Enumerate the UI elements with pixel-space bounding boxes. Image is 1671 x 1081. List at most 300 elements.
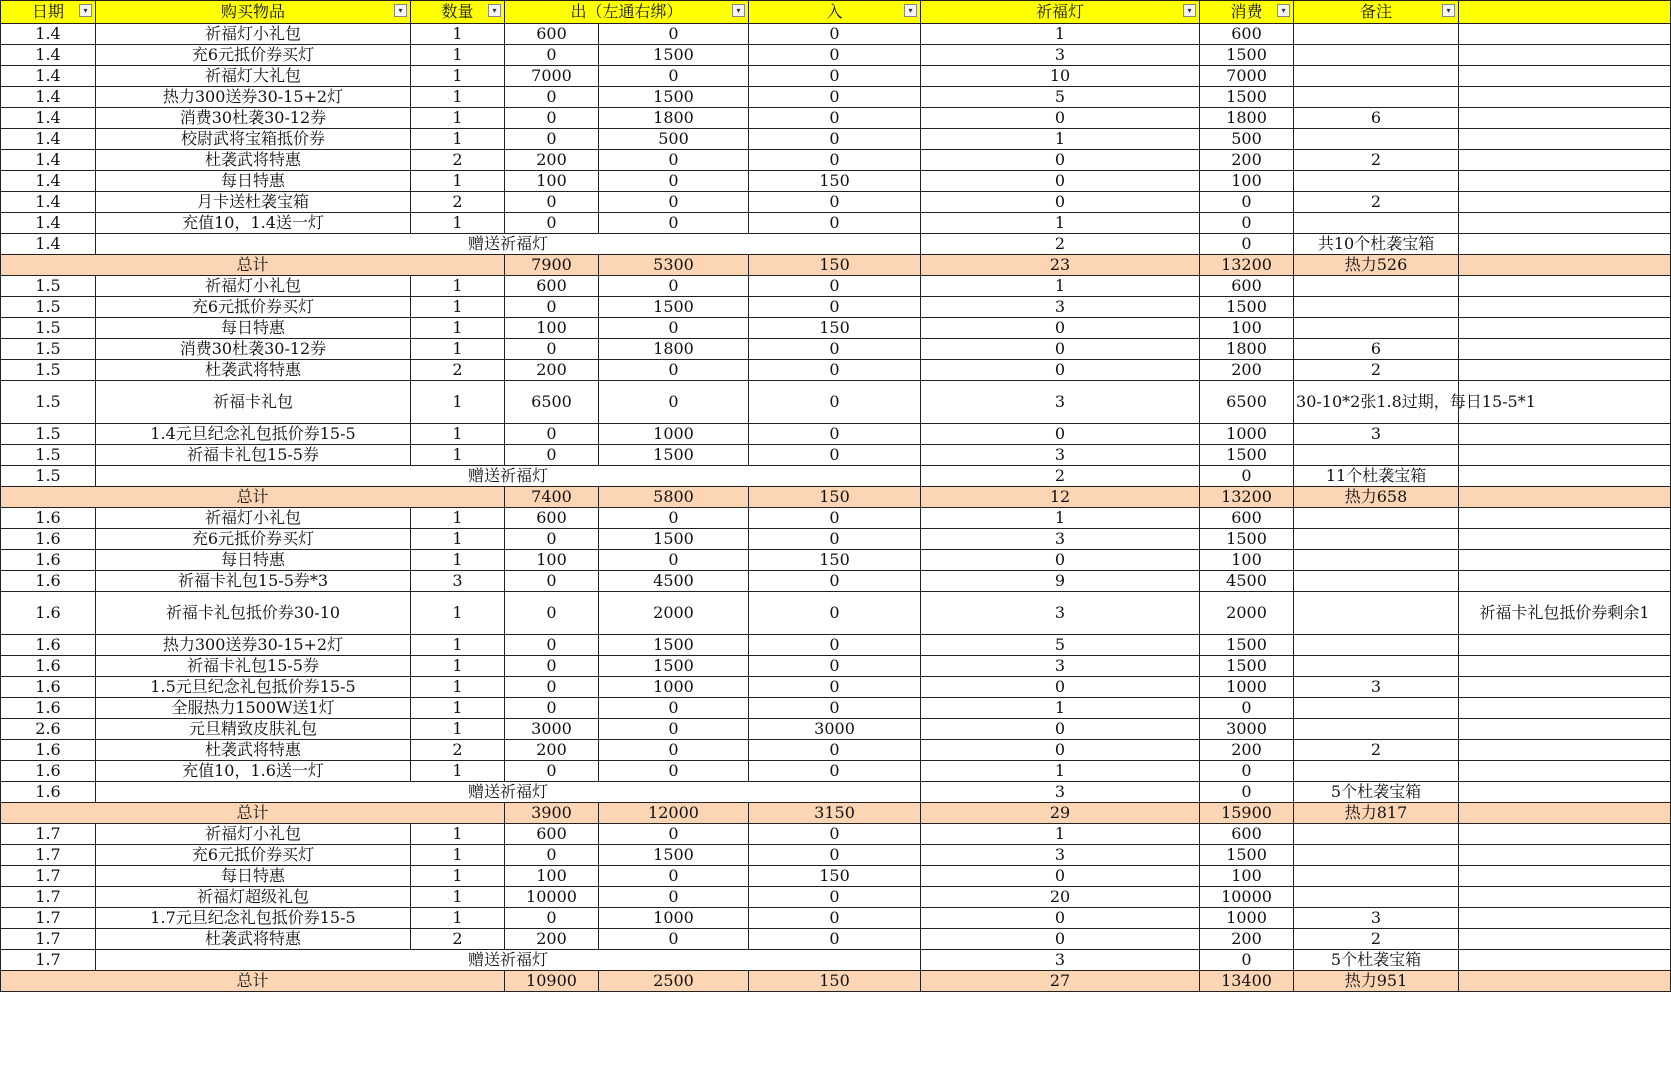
out-unbound-cell[interactable]: 0 (505, 129, 599, 150)
qty-cell[interactable]: 1 (411, 698, 505, 719)
item-cell[interactable]: 1.5元旦纪念礼包抵价券15-5 (96, 677, 411, 698)
item-cell[interactable]: 每日特惠 (96, 318, 411, 339)
cost-cell[interactable]: 500 (1200, 129, 1294, 150)
date-cell[interactable]: 1.5 (1, 318, 96, 339)
extra-cell[interactable] (1459, 150, 1671, 171)
out-bound-cell[interactable]: 1500 (599, 87, 749, 108)
item-cell[interactable]: 每日特惠 (96, 550, 411, 571)
qty-cell[interactable]: 1 (411, 845, 505, 866)
lamps-cell[interactable]: 1 (921, 129, 1200, 150)
note-cell[interactable] (1294, 719, 1459, 740)
cost-cell[interactable]: 13200 (1200, 255, 1294, 276)
item-cell[interactable]: 充6元抵价券买灯 (96, 297, 411, 318)
in-cell[interactable]: 150 (749, 171, 921, 192)
date-cell[interactable]: 1.6 (1, 740, 96, 761)
lamps-cell[interactable]: 1 (921, 698, 1200, 719)
lamps-cell[interactable]: 0 (921, 171, 1200, 192)
extra-cell[interactable] (1459, 656, 1671, 677)
filter-dropdown-icon[interactable]: ▾ (1442, 4, 1455, 17)
qty-cell[interactable]: 1 (411, 276, 505, 297)
out-unbound-cell[interactable]: 0 (505, 592, 599, 635)
cost-cell[interactable]: 1500 (1200, 845, 1294, 866)
out-unbound-cell[interactable]: 100 (505, 171, 599, 192)
date-cell[interactable]: 1.5 (1, 466, 96, 487)
lamps-cell[interactable]: 0 (921, 677, 1200, 698)
lamps-cell[interactable]: 1 (921, 276, 1200, 297)
extra-cell[interactable] (1459, 887, 1671, 908)
out-bound-cell[interactable]: 0 (599, 761, 749, 782)
lamps-cell[interactable]: 3 (921, 529, 1200, 550)
cost-cell[interactable]: 600 (1200, 508, 1294, 529)
cost-cell[interactable]: 0 (1200, 192, 1294, 213)
qty-cell[interactable]: 1 (411, 508, 505, 529)
in-cell[interactable]: 0 (749, 635, 921, 656)
out-unbound-cell[interactable]: 600 (505, 24, 599, 45)
note-cell[interactable] (1294, 318, 1459, 339)
qty-cell[interactable]: 1 (411, 761, 505, 782)
date-cell[interactable]: 1.7 (1, 866, 96, 887)
out-bound-cell[interactable]: 1000 (599, 677, 749, 698)
lamps-cell[interactable]: 20 (921, 887, 1200, 908)
out-bound-cell[interactable]: 0 (599, 66, 749, 87)
out-bound-cell[interactable]: 1500 (599, 445, 749, 466)
cost-cell[interactable]: 1500 (1200, 635, 1294, 656)
cost-cell[interactable]: 13400 (1200, 971, 1294, 992)
extra-cell[interactable] (1459, 761, 1671, 782)
qty-cell[interactable]: 1 (411, 592, 505, 635)
cost-cell[interactable]: 15900 (1200, 803, 1294, 824)
out-unbound-cell[interactable]: 0 (505, 339, 599, 360)
in-cell[interactable]: 0 (749, 508, 921, 529)
date-cell[interactable]: 1.6 (1, 592, 96, 635)
qty-cell[interactable]: 1 (411, 529, 505, 550)
item-cell[interactable]: 祈福灯大礼包 (96, 66, 411, 87)
out-unbound-cell[interactable]: 0 (505, 424, 599, 445)
note-cell[interactable] (1294, 66, 1459, 87)
extra-cell[interactable] (1459, 424, 1671, 445)
item-cell[interactable]: 祈福灯小礼包 (96, 24, 411, 45)
cost-cell[interactable]: 100 (1200, 318, 1294, 339)
item-cell[interactable]: 祈福灯超级礼包 (96, 887, 411, 908)
out-unbound-cell[interactable]: 0 (505, 529, 599, 550)
extra-cell[interactable] (1459, 550, 1671, 571)
cost-cell[interactable]: 600 (1200, 24, 1294, 45)
date-cell[interactable]: 1.5 (1, 297, 96, 318)
out-bound-cell[interactable]: 2500 (599, 971, 749, 992)
lamps-cell[interactable]: 0 (921, 360, 1200, 381)
lamps-cell[interactable]: 3 (921, 782, 1200, 803)
note-cell[interactable] (1294, 508, 1459, 529)
note-cell[interactable] (1294, 656, 1459, 677)
qty-cell[interactable]: 1 (411, 719, 505, 740)
date-cell[interactable]: 1.4 (1, 213, 96, 234)
cost-cell[interactable]: 2000 (1200, 592, 1294, 635)
item-cell[interactable]: 充值10，1.4送一灯 (96, 213, 411, 234)
extra-cell[interactable] (1459, 950, 1671, 971)
extra-cell[interactable] (1459, 129, 1671, 150)
note-cell[interactable] (1294, 276, 1459, 297)
date-cell[interactable]: 1.4 (1, 108, 96, 129)
note-cell[interactable]: 热力951 (1294, 971, 1459, 992)
date-cell[interactable]: 1.6 (1, 571, 96, 592)
gift-label-cell[interactable]: 赠送祈福灯 (96, 234, 921, 255)
lamps-cell[interactable]: 3 (921, 297, 1200, 318)
in-cell[interactable]: 0 (749, 740, 921, 761)
extra-cell[interactable] (1459, 108, 1671, 129)
qty-cell[interactable]: 1 (411, 424, 505, 445)
qty-cell[interactable]: 1 (411, 445, 505, 466)
extra-cell[interactable] (1459, 87, 1671, 108)
extra-cell[interactable] (1459, 45, 1671, 66)
cost-cell[interactable]: 1800 (1200, 108, 1294, 129)
extra-cell[interactable] (1459, 824, 1671, 845)
qty-cell[interactable]: 1 (411, 656, 505, 677)
qty-cell[interactable]: 1 (411, 45, 505, 66)
note-cell[interactable] (1294, 845, 1459, 866)
in-cell[interactable]: 150 (749, 550, 921, 571)
out-bound-cell[interactable]: 0 (599, 929, 749, 950)
extra-cell[interactable] (1459, 318, 1671, 339)
note-cell[interactable] (1294, 824, 1459, 845)
filter-dropdown-icon[interactable]: ▾ (79, 4, 92, 17)
out-bound-cell[interactable]: 0 (599, 213, 749, 234)
in-cell[interactable]: 150 (749, 971, 921, 992)
qty-cell[interactable]: 3 (411, 571, 505, 592)
out-bound-cell[interactable]: 5300 (599, 255, 749, 276)
qty-cell[interactable]: 1 (411, 677, 505, 698)
lamps-cell[interactable]: 5 (921, 635, 1200, 656)
qty-cell[interactable]: 1 (411, 318, 505, 339)
lamps-cell[interactable]: 2 (921, 466, 1200, 487)
in-cell[interactable]: 0 (749, 824, 921, 845)
out-bound-cell[interactable]: 1800 (599, 108, 749, 129)
in-cell[interactable]: 150 (749, 255, 921, 276)
item-cell[interactable]: 每日特惠 (96, 866, 411, 887)
extra-cell[interactable] (1459, 276, 1671, 297)
in-cell[interactable]: 0 (749, 87, 921, 108)
cost-cell[interactable]: 600 (1200, 276, 1294, 297)
extra-cell[interactable] (1459, 508, 1671, 529)
out-bound-cell[interactable]: 1500 (599, 529, 749, 550)
out-unbound-cell[interactable]: 7000 (505, 66, 599, 87)
note-cell[interactable] (1294, 445, 1459, 466)
item-cell[interactable]: 充6元抵价券买灯 (96, 845, 411, 866)
out-unbound-cell[interactable]: 200 (505, 360, 599, 381)
in-cell[interactable]: 0 (749, 677, 921, 698)
item-cell[interactable]: 每日特惠 (96, 171, 411, 192)
item-cell[interactable]: 1.7元旦纪念礼包抵价券15-5 (96, 908, 411, 929)
date-cell[interactable]: 1.6 (1, 656, 96, 677)
note-cell[interactable]: 3 (1294, 424, 1459, 445)
qty-cell[interactable]: 1 (411, 108, 505, 129)
cost-cell[interactable]: 1500 (1200, 87, 1294, 108)
lamps-cell[interactable]: 1 (921, 24, 1200, 45)
in-cell[interactable]: 3000 (749, 719, 921, 740)
extra-cell[interactable] (1459, 487, 1671, 508)
extra-cell[interactable] (1459, 782, 1671, 803)
cost-cell[interactable]: 600 (1200, 824, 1294, 845)
out-unbound-cell[interactable]: 7900 (505, 255, 599, 276)
out-bound-cell[interactable]: 1500 (599, 845, 749, 866)
extra-cell[interactable] (1459, 698, 1671, 719)
extra-cell[interactable] (1459, 571, 1671, 592)
out-bound-cell[interactable]: 5800 (599, 487, 749, 508)
total-label-cell[interactable]: 总计 (1, 803, 505, 824)
date-cell[interactable]: 1.4 (1, 45, 96, 66)
cost-cell[interactable]: 1500 (1200, 656, 1294, 677)
extra-cell[interactable] (1459, 719, 1671, 740)
out-unbound-cell[interactable]: 10000 (505, 887, 599, 908)
item-cell[interactable]: 充6元抵价券买灯 (96, 45, 411, 66)
lamps-cell[interactable]: 0 (921, 192, 1200, 213)
out-bound-cell[interactable]: 0 (599, 698, 749, 719)
date-cell[interactable]: 1.6 (1, 761, 96, 782)
extra-cell[interactable] (1459, 740, 1671, 761)
in-cell[interactable]: 0 (749, 108, 921, 129)
lamps-cell[interactable]: 2 (921, 234, 1200, 255)
in-cell[interactable]: 0 (749, 339, 921, 360)
item-cell[interactable]: 杜袭武将特惠 (96, 740, 411, 761)
extra-cell[interactable] (1459, 255, 1671, 276)
item-cell[interactable]: 热力300送券30-15+2灯 (96, 635, 411, 656)
note-cell[interactable] (1294, 529, 1459, 550)
date-cell[interactable]: 1.4 (1, 24, 96, 45)
out-bound-cell[interactable]: 1800 (599, 339, 749, 360)
note-cell[interactable] (1294, 550, 1459, 571)
lamps-cell[interactable]: 12 (921, 487, 1200, 508)
lamps-cell[interactable]: 1 (921, 761, 1200, 782)
cost-cell[interactable]: 3000 (1200, 719, 1294, 740)
cost-cell[interactable]: 200 (1200, 360, 1294, 381)
out-unbound-cell[interactable]: 0 (505, 761, 599, 782)
cost-cell[interactable]: 1000 (1200, 677, 1294, 698)
filter-dropdown-icon[interactable]: ▾ (1183, 4, 1196, 17)
lamps-cell[interactable]: 0 (921, 424, 1200, 445)
lamps-cell[interactable]: 0 (921, 150, 1200, 171)
extra-cell[interactable] (1459, 866, 1671, 887)
date-cell[interactable]: 1.7 (1, 950, 96, 971)
item-cell[interactable]: 杜袭武将特惠 (96, 150, 411, 171)
lamps-cell[interactable]: 5 (921, 87, 1200, 108)
in-cell[interactable]: 150 (749, 318, 921, 339)
out-unbound-cell[interactable]: 0 (505, 845, 599, 866)
in-cell[interactable]: 0 (749, 929, 921, 950)
qty-cell[interactable]: 1 (411, 87, 505, 108)
total-label-cell[interactable]: 总计 (1, 971, 505, 992)
item-cell[interactable]: 热力300送券30-15+2灯 (96, 87, 411, 108)
date-cell[interactable]: 1.7 (1, 887, 96, 908)
out-bound-cell[interactable]: 0 (599, 24, 749, 45)
note-cell[interactable] (1294, 213, 1459, 234)
qty-cell[interactable]: 2 (411, 929, 505, 950)
in-cell[interactable]: 0 (749, 845, 921, 866)
filter-dropdown-icon[interactable]: ▾ (904, 4, 917, 17)
date-cell[interactable]: 1.6 (1, 782, 96, 803)
in-cell[interactable]: 0 (749, 592, 921, 635)
out-unbound-cell[interactable]: 7400 (505, 487, 599, 508)
out-bound-cell[interactable]: 0 (599, 550, 749, 571)
item-cell[interactable]: 祈福灯小礼包 (96, 276, 411, 297)
out-unbound-cell[interactable]: 0 (505, 45, 599, 66)
qty-cell[interactable]: 1 (411, 297, 505, 318)
lamps-cell[interactable]: 0 (921, 908, 1200, 929)
cost-cell[interactable]: 4500 (1200, 571, 1294, 592)
out-bound-cell[interactable]: 0 (599, 276, 749, 297)
out-bound-cell[interactable]: 0 (599, 508, 749, 529)
in-cell[interactable]: 0 (749, 150, 921, 171)
gift-label-cell[interactable]: 赠送祈福灯 (96, 782, 921, 803)
out-unbound-cell[interactable]: 10900 (505, 971, 599, 992)
in-cell[interactable]: 0 (749, 213, 921, 234)
in-cell[interactable]: 3150 (749, 803, 921, 824)
cost-cell[interactable]: 100 (1200, 171, 1294, 192)
cost-cell[interactable]: 1500 (1200, 445, 1294, 466)
note-cell[interactable] (1294, 129, 1459, 150)
out-bound-cell[interactable]: 1500 (599, 297, 749, 318)
extra-cell[interactable] (1459, 297, 1671, 318)
note-cell[interactable]: 5个杜袭宝箱 (1294, 950, 1459, 971)
out-unbound-cell[interactable]: 6500 (505, 381, 599, 424)
qty-cell[interactable]: 1 (411, 908, 505, 929)
qty-cell[interactable]: 1 (411, 635, 505, 656)
note-cell[interactable]: 6 (1294, 108, 1459, 129)
out-bound-cell[interactable]: 12000 (599, 803, 749, 824)
note-cell[interactable]: 3 (1294, 677, 1459, 698)
lamps-cell[interactable]: 3 (921, 381, 1200, 424)
item-cell[interactable]: 杜袭武将特惠 (96, 360, 411, 381)
note-cell[interactable] (1294, 761, 1459, 782)
extra-cell[interactable] (1459, 192, 1671, 213)
lamps-cell[interactable]: 0 (921, 550, 1200, 571)
cost-cell[interactable]: 200 (1200, 740, 1294, 761)
note-cell[interactable]: 6 (1294, 339, 1459, 360)
out-bound-cell[interactable]: 0 (599, 887, 749, 908)
extra-cell[interactable] (1459, 529, 1671, 550)
in-cell[interactable]: 150 (749, 866, 921, 887)
out-unbound-cell[interactable]: 600 (505, 276, 599, 297)
note-cell[interactable] (1294, 866, 1459, 887)
qty-cell[interactable]: 1 (411, 171, 505, 192)
in-cell[interactable]: 0 (749, 571, 921, 592)
lamps-cell[interactable]: 0 (921, 108, 1200, 129)
out-unbound-cell[interactable]: 0 (505, 192, 599, 213)
out-bound-cell[interactable]: 0 (599, 318, 749, 339)
in-cell[interactable]: 0 (749, 698, 921, 719)
cost-cell[interactable]: 1500 (1200, 45, 1294, 66)
note-cell[interactable] (1294, 887, 1459, 908)
in-cell[interactable]: 0 (749, 24, 921, 45)
lamps-cell[interactable]: 29 (921, 803, 1200, 824)
out-unbound-cell[interactable]: 600 (505, 508, 599, 529)
qty-cell[interactable]: 1 (411, 66, 505, 87)
lamps-cell[interactable]: 1 (921, 508, 1200, 529)
lamps-cell[interactable]: 3 (921, 445, 1200, 466)
note-cell[interactable] (1294, 171, 1459, 192)
extra-cell[interactable] (1459, 908, 1671, 929)
lamps-cell[interactable]: 23 (921, 255, 1200, 276)
filter-dropdown-icon[interactable]: ▾ (732, 4, 745, 17)
extra-cell[interactable]: 祈福卡礼包抵价券剩余1 (1459, 592, 1671, 635)
date-cell[interactable]: 2.6 (1, 719, 96, 740)
out-bound-cell[interactable]: 0 (599, 719, 749, 740)
extra-cell[interactable] (1459, 171, 1671, 192)
total-label-cell[interactable]: 总计 (1, 255, 505, 276)
lamps-cell[interactable]: 1 (921, 824, 1200, 845)
extra-cell[interactable] (1459, 339, 1671, 360)
out-unbound-cell[interactable]: 0 (505, 698, 599, 719)
note-cell[interactable] (1294, 571, 1459, 592)
cost-cell[interactable]: 13200 (1200, 487, 1294, 508)
total-label-cell[interactable]: 总计 (1, 487, 505, 508)
qty-cell[interactable]: 1 (411, 824, 505, 845)
lamps-cell[interactable]: 9 (921, 571, 1200, 592)
cost-cell[interactable]: 0 (1200, 234, 1294, 255)
note-cell[interactable]: 2 (1294, 150, 1459, 171)
item-cell[interactable]: 祈福卡礼包 (96, 381, 411, 424)
lamps-cell[interactable]: 3 (921, 845, 1200, 866)
note-cell[interactable] (1294, 45, 1459, 66)
lamps-cell[interactable]: 10 (921, 66, 1200, 87)
lamps-cell[interactable]: 0 (921, 719, 1200, 740)
out-unbound-cell[interactable]: 100 (505, 866, 599, 887)
qty-cell[interactable]: 1 (411, 339, 505, 360)
date-cell[interactable]: 1.6 (1, 677, 96, 698)
note-cell[interactable] (1294, 87, 1459, 108)
lamps-cell[interactable]: 3 (921, 592, 1200, 635)
date-cell[interactable]: 1.5 (1, 276, 96, 297)
lamps-cell[interactable]: 27 (921, 971, 1200, 992)
extra-cell[interactable] (1459, 234, 1671, 255)
out-unbound-cell[interactable]: 0 (505, 108, 599, 129)
date-cell[interactable]: 1.7 (1, 908, 96, 929)
lamps-cell[interactable]: 0 (921, 929, 1200, 950)
item-cell[interactable]: 祈福卡礼包抵价券30-10 (96, 592, 411, 635)
gift-label-cell[interactable]: 赠送祈福灯 (96, 466, 921, 487)
date-cell[interactable]: 1.7 (1, 845, 96, 866)
item-cell[interactable]: 杜袭武将特惠 (96, 929, 411, 950)
qty-cell[interactable]: 1 (411, 887, 505, 908)
item-cell[interactable]: 校尉武将宝箱抵价券 (96, 129, 411, 150)
item-cell[interactable]: 消费30杜袭30-12券 (96, 339, 411, 360)
note-cell[interactable]: 11个杜袭宝箱 (1294, 466, 1459, 487)
note-cell[interactable]: 5个杜袭宝箱 (1294, 782, 1459, 803)
date-cell[interactable]: 1.7 (1, 929, 96, 950)
out-unbound-cell[interactable]: 200 (505, 150, 599, 171)
extra-cell[interactable] (1459, 845, 1671, 866)
date-cell[interactable]: 1.6 (1, 698, 96, 719)
out-unbound-cell[interactable]: 0 (505, 656, 599, 677)
out-unbound-cell[interactable]: 600 (505, 824, 599, 845)
item-cell[interactable]: 祈福灯小礼包 (96, 824, 411, 845)
item-cell[interactable]: 充6元抵价券买灯 (96, 529, 411, 550)
cost-cell[interactable]: 100 (1200, 866, 1294, 887)
cost-cell[interactable]: 0 (1200, 698, 1294, 719)
in-cell[interactable]: 0 (749, 656, 921, 677)
date-cell[interactable]: 1.4 (1, 129, 96, 150)
extra-cell[interactable] (1459, 24, 1671, 45)
out-bound-cell[interactable]: 500 (599, 129, 749, 150)
in-cell[interactable]: 0 (749, 908, 921, 929)
in-cell[interactable]: 0 (749, 66, 921, 87)
cost-cell[interactable]: 0 (1200, 213, 1294, 234)
cost-cell[interactable]: 0 (1200, 782, 1294, 803)
out-unbound-cell[interactable]: 0 (505, 297, 599, 318)
date-cell[interactable]: 1.5 (1, 339, 96, 360)
item-cell[interactable]: 元旦精致皮肤礼包 (96, 719, 411, 740)
extra-cell[interactable] (1459, 466, 1671, 487)
qty-cell[interactable]: 1 (411, 213, 505, 234)
date-cell[interactable]: 1.5 (1, 445, 96, 466)
